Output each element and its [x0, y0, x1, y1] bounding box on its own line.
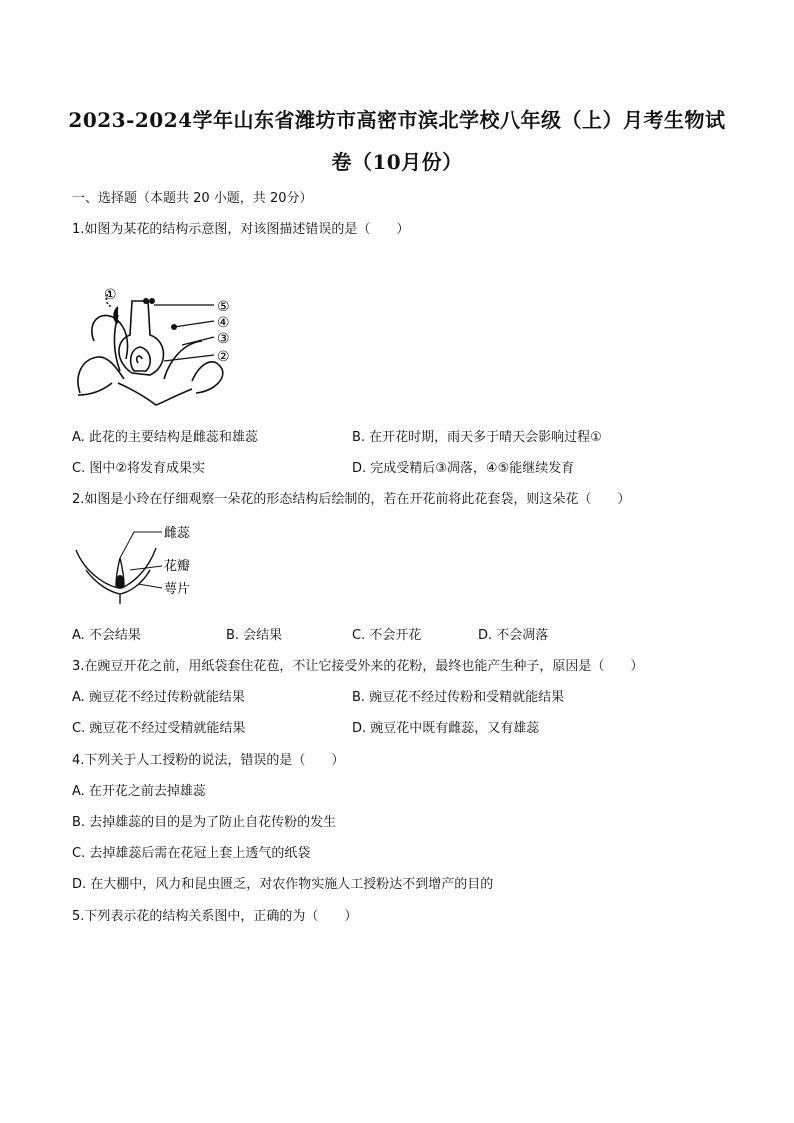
label-petal: 花瓣: [164, 559, 191, 574]
q4-option-b: B. 去掉雄蕊的目的是为了防止自花传粉的发生: [72, 815, 337, 830]
q4-option-c: C. 去掉雄蕊后需在花冠上套上透气的纸袋: [72, 846, 311, 861]
q3-option-c: C. 豌豆花不经过受精就能结果: [72, 721, 246, 736]
flower-sketch-diagram: [72, 518, 212, 606]
q4-stem: 4.下列关于人工授粉的说法，错误的是（ ）: [72, 753, 345, 768]
q4-option-a: A. 在开花之前去掉雄蕊: [72, 784, 206, 799]
page-title-line-1: 2023-2024学年山东省潍坊市高密市滨北学校八年级（上）月考生物试: [68, 108, 726, 132]
pistil-outline: [119, 301, 164, 375]
q5-stem: 5.下列表示花的结构关系图中，正确的为（ ）: [72, 909, 358, 924]
ovary-chamber: [131, 347, 151, 371]
label-4: ④: [217, 315, 230, 331]
receptacle: [78, 383, 192, 405]
q3-stem: 3.在豌豆开花之前，用纸袋套住花苞，不让它接受外来的花粉，最终也能产生种子，原因是（ ）: [72, 659, 644, 674]
q1-option-c: C. 图中②将发育成果实: [72, 461, 205, 476]
q2-option-a: A. 不会结果: [72, 628, 141, 643]
q2-stem: 2.如图是小玲在仔细观察一朵花的形态结构后绘制的，若在开花前将此花套袋，则这朵花（ ）: [72, 492, 631, 507]
petal-back-left: [92, 315, 128, 359]
label-1: ①: [104, 287, 117, 303]
label-2: ②: [217, 349, 230, 365]
label-pistil: 雌蕊: [164, 526, 191, 541]
ovule: [137, 356, 142, 363]
label-sepal: 萼片: [164, 582, 191, 597]
flower-structure-diagram: [72, 283, 240, 407]
q2-option-d: D. 不会凋落: [478, 628, 549, 643]
label-3: ③: [217, 331, 230, 347]
q1-option-a: A. 此花的主要结构是雌蕊和雄蕊: [72, 430, 258, 445]
label-5: ⑤: [217, 299, 230, 315]
q3-option-a: A. 豌豆花不经过传粉就能结果: [72, 690, 245, 705]
q3-option-b: B. 豌豆花不经过传粉和受精就能结果: [352, 690, 565, 705]
q4-option-d: D. 在大棚中，风力和昆虫匮乏，对农作物实施人工授粉达不到增产的目的: [72, 877, 494, 892]
page-title-line-2: 卷（10月份）: [331, 150, 463, 174]
q2-option-c: C. 不会开花: [352, 628, 422, 643]
section-heading: 一、选择题（本题共 20 小题，共 20分）: [72, 191, 313, 206]
q2-option-b: B. 会结果: [226, 628, 283, 643]
q3-option-d: D. 豌豆花中既有雌蕊，又有雄蕊: [352, 721, 540, 736]
q1-option-b: B. 在开花时期，雨天多于晴天会影响过程①: [352, 430, 602, 445]
petal-right: [122, 548, 156, 588]
q1-stem: 1.如图为某花的结构示意图，对该图描述错误的是（ ）: [72, 222, 410, 237]
petal-right: [192, 362, 223, 393]
q1-option-d: D. 完成受精后③凋落，④⑤能继续发育: [352, 461, 575, 476]
